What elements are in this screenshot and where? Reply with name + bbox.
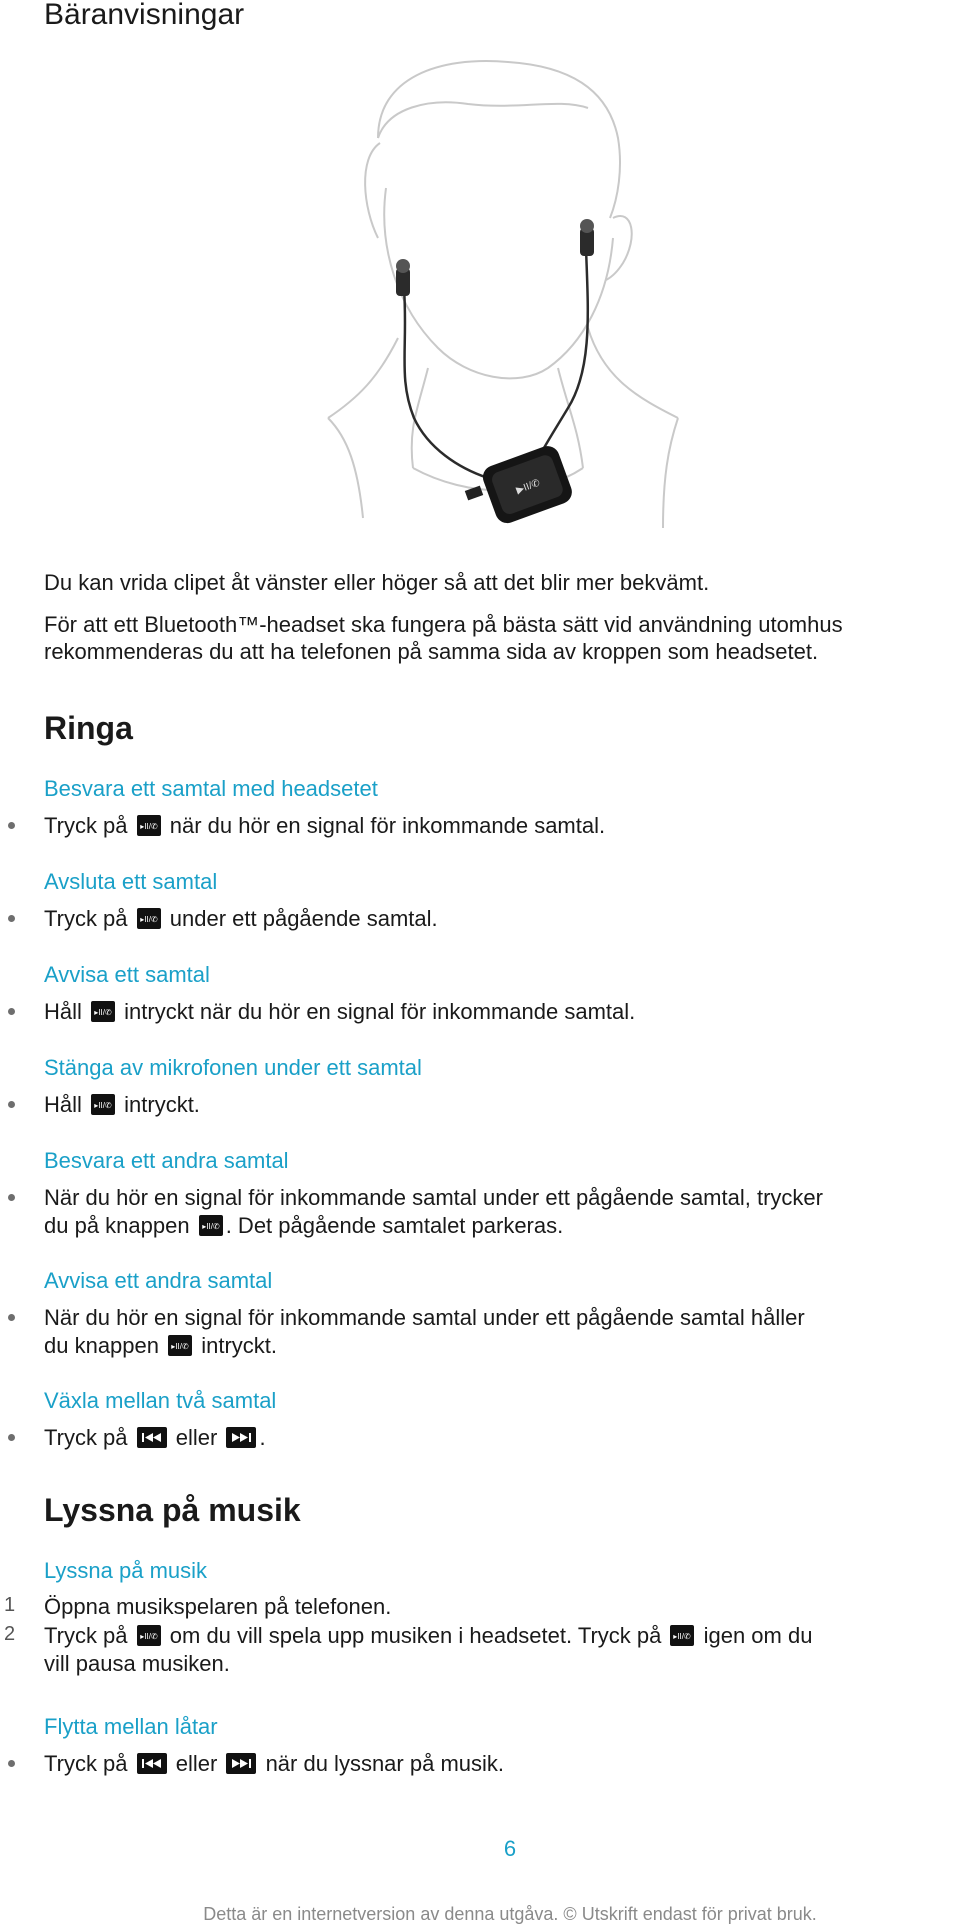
instruction-text: när du lyssnar på musik.: [259, 1751, 504, 1776]
play-pause-icon: [670, 1625, 694, 1646]
instruction-answer-second-call-line-1: När du hör en signal för inkommande samtal under ett pågående samtal, trycker: [44, 1185, 823, 1210]
instruction-text: du på knappen: [44, 1213, 196, 1238]
bullet: [8, 1760, 15, 1767]
instruction-reject-second-call-line-1: När du hör en signal för inkommande samtal under ett pågående samtal håller: [44, 1305, 805, 1330]
play-pause-icon: [199, 1215, 223, 1236]
step-open-player: Öppna musikspelaren på telefonen.: [44, 1594, 392, 1619]
instruction-reject-second-call-line-2: [44, 1332, 277, 1359]
instruction-text: om du vill spela upp musiken i headsetet. Tryck på: [163, 1623, 668, 1648]
instruction-text: Håll: [44, 1092, 89, 1117]
play-pause-icon: [91, 1001, 115, 1022]
instruction-text: .: [259, 1425, 266, 1450]
next-track-icon: [226, 1427, 256, 1448]
instruction-text: eller: [169, 1425, 224, 1450]
play-pause-icon: [168, 1335, 192, 1356]
instruction-end-call: [44, 905, 438, 932]
play-pause-icon: [91, 1094, 115, 1115]
page-number: 6: [503, 1836, 517, 1861]
intro-paragraph-2-line-1: För att ett Bluetooth™-headset ska fungera på bästa sätt vid användning utomhus: [44, 612, 843, 637]
intro-paragraph-1: Du kan vrida clipet åt vänster eller höger så att det blir mer bekvämt.: [44, 570, 710, 595]
previous-track-icon: [137, 1427, 167, 1448]
instruction-text: du knappen: [44, 1333, 166, 1358]
intro-paragraph-2-line-2: rekommenderas du att ha telefonen på samma sida av kroppen som headsetet.: [44, 639, 819, 664]
subheading-answer-call: Besvara ett samtal med headsetet: [44, 776, 378, 801]
instruction-text: intryckt.: [195, 1333, 278, 1358]
instruction-text: Tryck på: [44, 813, 134, 838]
step-play-music-line-1: [44, 1622, 812, 1649]
play-pause-icon: [137, 908, 161, 929]
instruction-text: Tryck på: [44, 1623, 134, 1648]
svg-text:▸II/✆: ▸II/✆: [139, 822, 158, 831]
instruction-text: under ett pågående samtal.: [163, 906, 438, 931]
subheading-move-between-tracks: Flytta mellan låtar: [44, 1714, 218, 1739]
svg-text:▶II/✆: ▶II/✆: [514, 477, 542, 497]
subheading-mute-mic: Stänga av mikrofonen under ett samtal: [44, 1055, 422, 1080]
next-track-icon: [226, 1753, 256, 1774]
subheading-switch-calls: Växla mellan två samtal: [44, 1388, 277, 1413]
instruction-text: eller: [169, 1751, 224, 1776]
instruction-text: Tryck på: [44, 1751, 134, 1776]
instruction-move-between-tracks: [44, 1750, 504, 1777]
svg-text:▸II/✆: ▸II/✆: [202, 1222, 220, 1231]
instruction-text: Tryck på: [44, 906, 134, 931]
instruction-text: när du hör en signal för inkommande samtal.: [163, 813, 606, 838]
instruction-text: . Det pågående samtalet parkeras.: [225, 1213, 564, 1238]
instruction-text: Håll: [44, 999, 89, 1024]
bullet: [8, 1434, 15, 1441]
play-pause-icon: [137, 815, 161, 836]
step-number: 1: [4, 1594, 16, 1616]
svg-text:▸II/✆: ▸II/✆: [94, 1101, 112, 1110]
instruction-text: intryckt.: [118, 1092, 200, 1117]
section-heading-music: Lyssna på musik: [44, 1492, 301, 1528]
previous-track-icon: [137, 1753, 167, 1774]
subheading-listen-music: Lyssna på musik: [44, 1558, 208, 1583]
instruction-mute-mic: [44, 1091, 200, 1118]
svg-text:▸II/✆: ▸II/✆: [139, 1632, 158, 1641]
play-pause-icon: [137, 1625, 161, 1646]
page-title: Bäranvisningar: [44, 0, 245, 31]
bullet: [8, 1101, 15, 1108]
subheading-end-call: Avsluta ett samtal: [44, 869, 218, 894]
svg-text:▸II/✆: ▸II/✆: [94, 1008, 112, 1017]
subheading-reject-call: Avvisa ett samtal: [44, 962, 210, 987]
instruction-text: intryckt när du hör en signal för inkommande samtal.: [118, 999, 636, 1024]
headset-illustration: [318, 48, 698, 548]
instruction-text: Tryck på: [44, 1425, 134, 1450]
bullet: [8, 822, 15, 829]
bullet: [8, 1314, 15, 1321]
instruction-reject-call: [44, 998, 635, 1025]
instruction-answer-call: [44, 812, 605, 839]
step-play-music-line-2: vill pausa musiken.: [44, 1651, 230, 1676]
svg-text:▸II/✆: ▸II/✆: [673, 1632, 692, 1641]
bullet: [8, 1008, 15, 1015]
subheading-answer-second-call: Besvara ett andra samtal: [44, 1148, 289, 1173]
subheading-reject-second-call: Avvisa ett andra samtal: [44, 1268, 273, 1293]
step-number: 2: [4, 1623, 16, 1645]
svg-text:▸II/✆: ▸II/✆: [139, 915, 158, 924]
footer-note: Detta är en internetversion av denna utgåva. © Utskrift endast för privat bruk.: [203, 1904, 817, 1924]
instruction-text: igen om du: [697, 1623, 813, 1648]
bullet: [8, 915, 15, 922]
instruction-answer-second-call-line-2: [44, 1212, 563, 1239]
svg-text:▸II/✆: ▸II/✆: [171, 1342, 189, 1351]
bullet: [8, 1194, 15, 1201]
section-heading-ringa: Ringa: [44, 710, 133, 746]
instruction-switch-calls: [44, 1424, 266, 1451]
